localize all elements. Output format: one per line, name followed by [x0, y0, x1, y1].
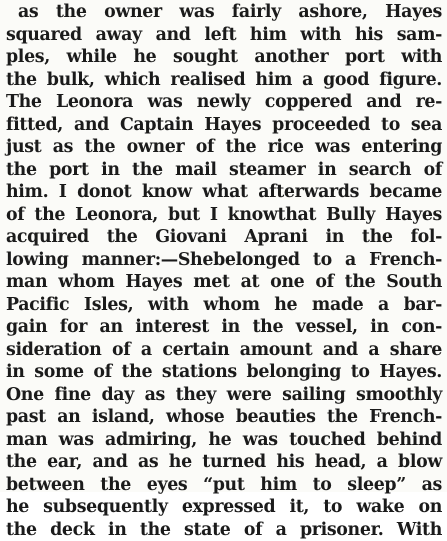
text-line: the port in the mail steamer in search of	[6, 159, 442, 180]
text-line: man whom Hayes met at one of the South	[6, 272, 442, 292]
article-column	[6, 1, 442, 540]
text-line: as the owner was fairly ashore, Hayes	[18, 2, 442, 22]
text-line: One fine day as they were sailing smoothly	[6, 384, 442, 405]
text-line: lowing manner:—Shebelonged to a French-	[6, 249, 442, 270]
text-line: between the eyes “put him to sleep” as	[6, 474, 442, 495]
text-line: of the Leonora, but I knowthat Bully Hayes	[6, 204, 442, 225]
text-line: past an island, whose beauties the French-	[6, 407, 442, 427]
text-line: The Leonora was newly coppered and re-	[6, 92, 442, 112]
text-line: squared away and left him with his sam-	[6, 24, 442, 45]
text-line: man was admiring, he was touched behind	[6, 429, 442, 450]
text-line: he subsequently expressed it, to wake on	[6, 497, 442, 517]
text-line: sideration of a certain amount and a share	[6, 339, 442, 360]
text-line: the bulk, which realised him a good figure.	[6, 69, 442, 90]
text-line: just as the owner of the rice was entering	[6, 137, 442, 157]
text-line: acquired the Giovani Aprani in the fol-	[6, 227, 442, 247]
text-line: Pacific Isles, with whom he made a bar-	[6, 294, 442, 315]
text-line: ples, while he sought another port with	[6, 47, 442, 67]
text-line: him. I donot know what afterwards became	[6, 182, 442, 202]
text-line: the deck in the state of a prisoner. With	[6, 519, 442, 540]
text-line: fitted, and Captain Hayes proceeded to sea	[6, 114, 442, 135]
text-line: the ear, and as he turned his head, a blow	[6, 452, 442, 472]
text-line: gain for an interest in the vessel, in con-	[6, 317, 442, 337]
text-line: in some of the stations belonging to Hayes.	[6, 362, 442, 382]
